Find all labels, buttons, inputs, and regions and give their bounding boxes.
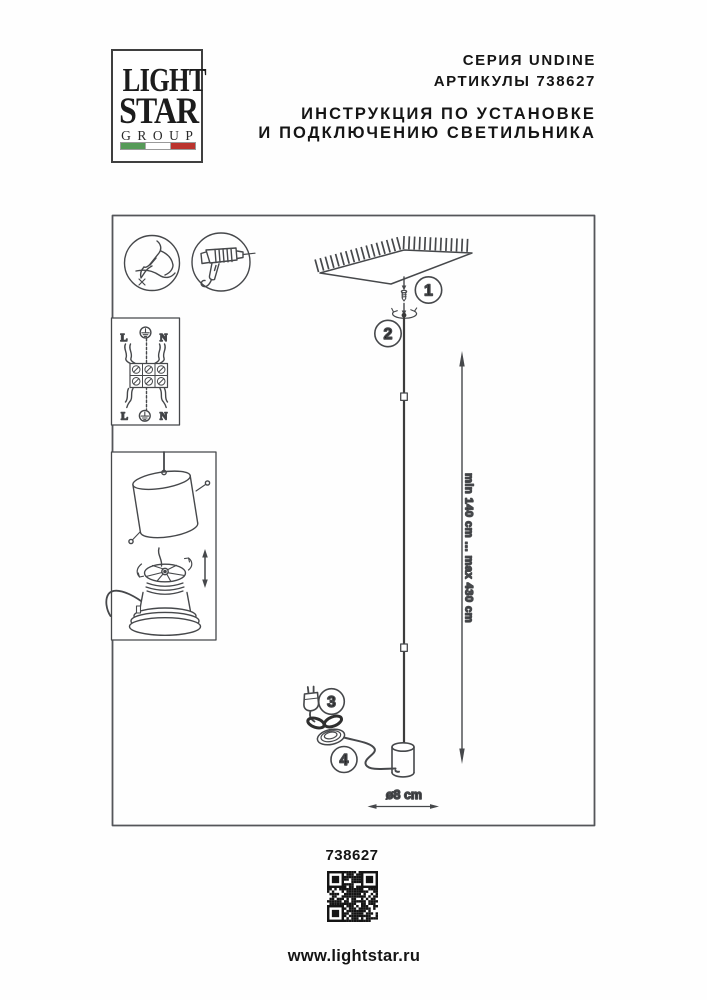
rod-joint-lower (401, 644, 408, 651)
svg-text:3: 3 (327, 694, 336, 711)
wiring-diagram (112, 318, 180, 425)
power-plug-icon (304, 687, 319, 722)
qr-code-pattern (327, 871, 378, 922)
ground-symbol-top (140, 327, 151, 338)
wire-stripper-icon (125, 236, 180, 291)
neutral-label-bottom: N (159, 411, 168, 423)
step-3-marker (319, 689, 345, 715)
website-url: www.lightstar.ru (287, 947, 421, 965)
logo-word-star: STAR (119, 91, 199, 132)
step-2-marker (375, 320, 401, 346)
mounting-screw (401, 277, 406, 316)
svg-text:2: 2 (383, 326, 393, 343)
article-title: АРТИКУЛЫ 738627 (433, 73, 596, 90)
instruction-title-line1: ИНСТРУКЦИЯ ПО УСТАНОВКЕ (301, 105, 596, 123)
diameter-label: ø8 cm (385, 788, 423, 802)
svg-text:1: 1 (424, 282, 433, 300)
neutral-label-top: N (159, 333, 168, 344)
diameter-dimension (368, 804, 440, 809)
foot-switch-icon (316, 727, 346, 747)
terminal-block (130, 364, 168, 388)
cord-coil (307, 714, 344, 730)
step-4-marker (331, 747, 357, 773)
ground-symbol-bottom (139, 410, 150, 421)
logo-word-light: LIGHT (122, 62, 206, 99)
shade-detail-inset (106, 452, 216, 640)
svg-text:4: 4 (339, 752, 349, 769)
lamp-cylinder (392, 743, 414, 777)
ceiling (316, 243, 472, 285)
live-label-bottom: L (120, 411, 129, 423)
live-label-top: L (120, 333, 128, 344)
step-1-marker (415, 277, 441, 303)
rod-joint-upper (401, 393, 408, 400)
logo-word-group: GROUP (121, 128, 200, 143)
qr-code (327, 871, 378, 922)
series-title: СЕРИЯ UNDINE (462, 52, 596, 69)
article-number-footer: 738627 (325, 847, 379, 864)
instruction-title-line2: И ПОДКЛЮЧЕНИЮ СВЕТИЛЬНИКА (258, 124, 596, 142)
drill-icon (192, 233, 255, 291)
height-dimension-label: min 140 cm ... max 430 cm (462, 473, 475, 623)
